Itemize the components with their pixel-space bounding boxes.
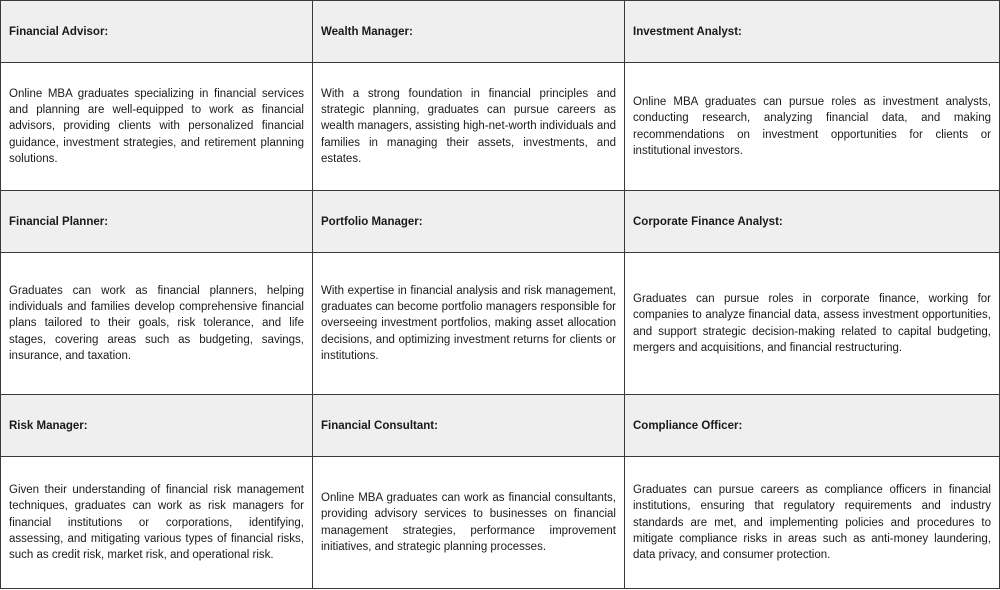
role-description: Online MBA graduates specializing in financial services and planning are well-equipped to work as financial advisors, providing clients with personalized financial guidance, investment strategies, and retirement planning solutions. — [1, 63, 313, 191]
role-title: Compliance Officer: — [625, 394, 1000, 456]
role-description: Graduates can pursue roles in corporate finance, working for companies to analyze financial data, assess investment opportunities, and support strategic decision-making related to capital budgeting, mergers and acquisitions, and financial restructuring. — [625, 253, 1000, 395]
role-title: Corporate Finance Analyst: — [625, 190, 1000, 252]
role-title: Risk Manager: — [1, 394, 313, 456]
table-row — [1, 253, 1000, 395]
table-header-row — [1, 394, 1000, 456]
role-description: Graduates can work as financial planners, helping individuals and families develop comprehensive financial plans tailored to their goals, risk tolerance, and life stages, covering areas such as budgeting, savings, insurance, and taxation. — [1, 253, 313, 395]
table-header-row — [1, 1, 1000, 63]
role-description: Given their understanding of financial risk management techniques, graduates can work as risk managers for financial institutions or corporations, identifying, assessing, and mitigating various types of financial risks, such as credit risk, market risk, and operational risk. — [1, 457, 313, 589]
role-title: Financial Advisor: — [1, 1, 313, 63]
table-row — [1, 63, 1000, 191]
role-title: Wealth Manager: — [313, 1, 625, 63]
role-title: Financial Consultant: — [313, 394, 625, 456]
role-description: Online MBA graduates can pursue roles as investment analysts, conducting research, analyzing financial data, and making recommendations on investment opportunities for clients or institutional investors. — [625, 63, 1000, 191]
role-title: Financial Planner: — [1, 190, 313, 252]
role-description: With a strong foundation in financial principles and strategic planning, graduates can pursue careers as wealth managers, assisting high-net-worth individuals and families in managing their assets, investments, and estates. — [313, 63, 625, 191]
role-description: Online MBA graduates can work as financial consultants, providing advisory services to businesses on financial management strategies, performance improvement initiatives, and strategic planning processes. — [313, 457, 625, 589]
role-description: Graduates can pursue careers as compliance officers in financial institutions, ensuring that regulatory requirements and industry standards are met, and implementing policies and procedures to mitigate compliance risks in areas such as anti-money laundering, data privacy, and consumer protection. — [625, 457, 1000, 589]
table-row — [1, 457, 1000, 589]
table-header-row — [1, 190, 1000, 252]
role-title: Investment Analyst: — [625, 1, 1000, 63]
role-description: With expertise in financial analysis and risk management, graduates can become portfolio managers responsible for overseeing investment portfolios, making asset allocation decisions, and optimizing investment returns for clients or institutions. — [313, 253, 625, 395]
role-title: Portfolio Manager: — [313, 190, 625, 252]
